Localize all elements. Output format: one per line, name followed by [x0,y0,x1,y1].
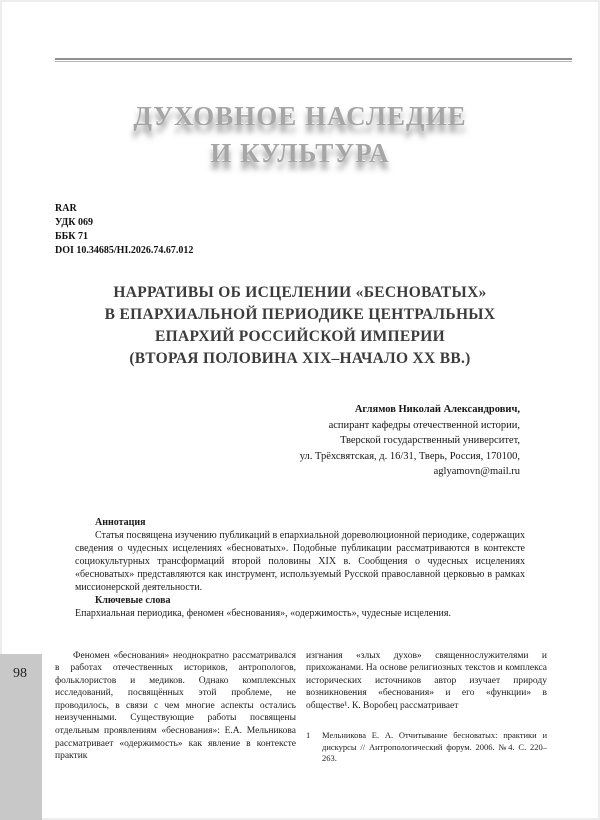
article-title-line-3: ЕПАРХИЙ РОССИЙСКОЙ ИМПЕРИИ [154,328,446,345]
bbk-code: ББК 71 [55,231,88,242]
article-title-line-1: НАРРАТИВЫ ОБ ИСЦЕЛЕНИИ «БЕСНОВАТЫХ» [113,284,487,301]
body-paragraph-left: Феномен «беснования» неоднократно рассматривался в работах отечественных историков, антропологов, фольклористов и медиков. Однако комплексных исследований, посвящённых этой проблеме, не проводилось, в связи с чем многие аспекты остались неизученными. Существующие работы посвящены отдельным проявлениям «беснования»: Е.А. Мельникова рассматривает «одержимость» как явление в контексте практик [55,650,296,762]
article-type-code: RAR [55,203,77,214]
footnote-marker: 1 [306,730,311,741]
author-email: aglyamovn@mail.ru [433,466,520,477]
abstract-text: Статья посвящена изучению публикаций в епархиальной дореволюционной периодике, содержащих сведения о чудесных исцелениях «бесноватых». Подобные публикации рассматриваются в контексте социокультурных трансформаций второй половины XIX в. Сообщения о чудесных исцелениях «бесноватых» представляются как инструмент, используемый Русской православной церковью в рамках миссионерской деятельности. [75,529,525,593]
body-column-right [306,650,547,765]
section-title-line-2: И КУЛЬТУРА [210,138,390,168]
article-title-line-4: (ВТОРАЯ ПОЛОВИНА XIX–НАЧАЛО XX ВВ.) [129,350,471,367]
section-title-line-1: ДУХОВНОЕ НАСЛЕДИЕ [133,101,467,131]
article-title-line-2: В ЕПАРХИАЛЬНОЙ ПЕРИОДИКЕ ЦЕНТРАЛЬНЫХ [104,306,496,323]
section-title [0,98,600,172]
keywords-text: Епархиальная периодика, феномен «беснования», «одержимость», чудесные исцеления. [75,607,451,619]
abstract-heading: Аннотация [95,516,146,528]
footnote [306,730,547,765]
abstract-section [75,516,525,620]
author-block [0,402,520,480]
article-meta-block [55,202,572,258]
article-title [40,282,560,370]
author-address: ул. Трёхсвятская, д. 16/31, Тверь, Россия, 170100, [299,450,520,462]
top-rule [55,58,572,62]
page-number: 98 [13,666,27,681]
footnote-text: Мельникова Е. А. Отчитывание бесноватых: практики и дискурсы // Антропологический форум. 2006. №4. С. 220–263. [322,730,547,764]
doi-code: DOI 10.34685/HI.2026.74.67.012 [55,245,194,256]
author-affiliation: Тверской государственный университет, [340,435,520,446]
keywords-heading: Ключевые слова [95,594,171,606]
body-paragraph-right: изгнания «злых духов» священнослужителями и прихожанами. На основе религиозных текстов и комплекса исторических источников автор изучает природу возникновения «беснования» и его «функции» в обществе¹. К. Воробец рассматривает [306,650,547,711]
body-columns [55,650,547,765]
author-position: аспирант кафедры отечественной истории, [328,419,520,431]
udk-code: УДК 069 [55,217,93,228]
author-name: Аглямов Николай Александрович, [354,404,520,415]
body-column-left [55,650,296,765]
